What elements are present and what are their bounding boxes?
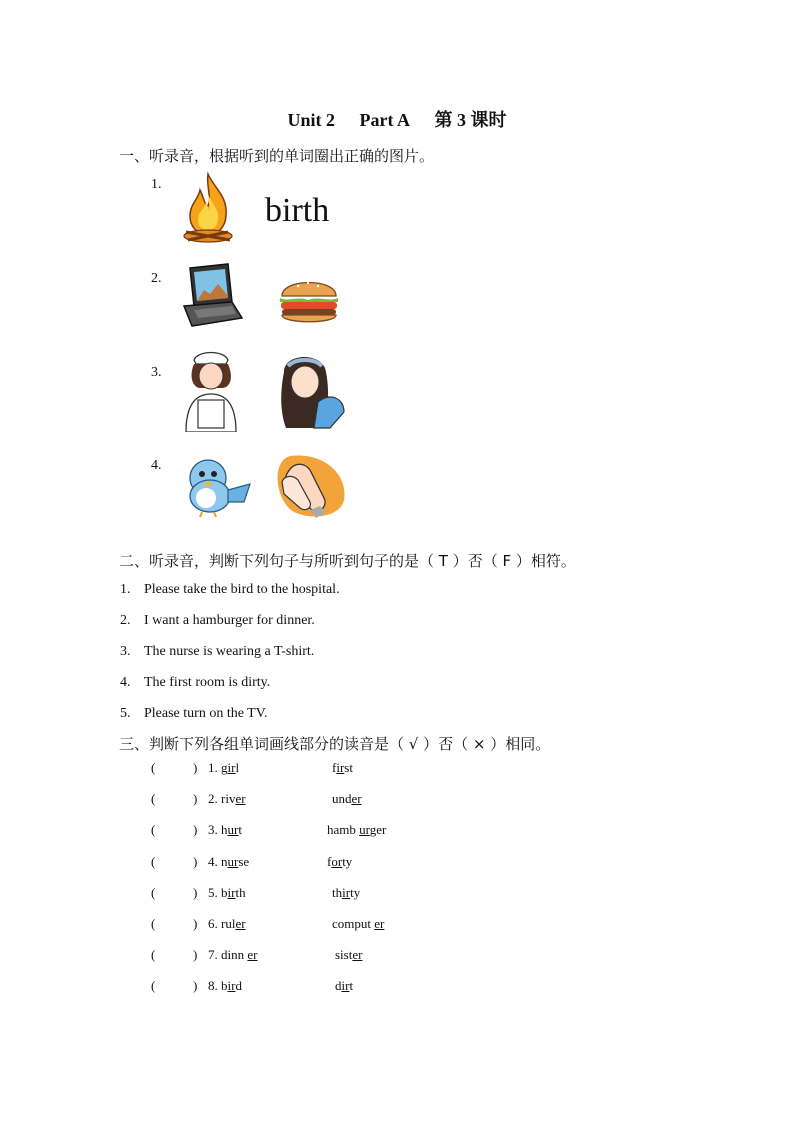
word-part: ty (342, 853, 353, 869)
answer-paren-open[interactable]: ( (151, 853, 156, 869)
sentence-4 (0, 675, 794, 693)
underlined-letters: ir (342, 884, 351, 900)
pronunciation-row[interactable] (151, 978, 551, 996)
word-part: t (349, 978, 354, 994)
sentence-5 (0, 706, 794, 724)
row-number: 3. (208, 822, 221, 838)
answer-paren-close[interactable]: ) (193, 947, 198, 963)
underlined-letters: ir (227, 884, 236, 900)
title-part: Part A (359, 110, 410, 130)
word-b (332, 916, 384, 931)
page-title (0, 106, 794, 132)
underlined-letters: er (247, 947, 258, 963)
word-b (332, 791, 362, 806)
underlined-letters: er (374, 916, 385, 931)
word-a (221, 916, 246, 931)
item4-number: 4. (151, 458, 162, 473)
underlined-letters: ir (341, 978, 350, 994)
word-a (221, 947, 257, 962)
row-number: 6. (208, 916, 221, 931)
answer-paren-open[interactable]: ( (151, 760, 156, 775)
sentence-text: The nurse is wearing a T-shirt. (144, 644, 315, 659)
word-a (221, 885, 246, 900)
word-b (332, 885, 360, 900)
answer-paren-close[interactable]: ) (193, 760, 198, 775)
row-number: 5. (208, 884, 221, 900)
section2-heading: 二、听录音，判断下列句子与所听到句子的是（ T ）否（ F ）相符。 (119, 552, 576, 570)
word-part: d (235, 978, 242, 994)
pronunciation-row[interactable] (151, 822, 551, 840)
item3-number: 3. (151, 365, 162, 380)
word-part: hamb (327, 822, 360, 838)
answer-paren-open[interactable]: ( (151, 978, 156, 994)
nurse-image[interactable] (180, 348, 242, 432)
word-b (335, 978, 353, 993)
sentence-text: I want a hamburger for dinner. (144, 613, 315, 628)
row-number: 8. (208, 978, 221, 994)
answer-paren-close[interactable]: ) (193, 822, 198, 838)
word-a (221, 791, 246, 806)
answer-paren-close[interactable]: ) (193, 916, 198, 931)
pronunciation-row[interactable] (151, 947, 551, 965)
word-part: dinn (221, 947, 248, 963)
sentence-1 (0, 582, 794, 600)
answer-paren-open[interactable]: ( (151, 947, 156, 963)
underlined-letters: er (352, 947, 363, 963)
answer-paren-open[interactable]: ( (151, 791, 156, 807)
word-part: ty (350, 884, 361, 900)
word-part: h (221, 822, 228, 838)
row-number: 1. (208, 760, 221, 775)
fire-image[interactable] (178, 170, 238, 246)
word-part: l (235, 760, 240, 775)
girl-image[interactable] (274, 352, 346, 430)
underlined-letters: ur (359, 822, 370, 838)
sentence-text: Please take the bird to the hospital. (144, 582, 340, 597)
underlined-letters: er (235, 916, 246, 931)
word-part: ger (369, 822, 387, 838)
underlined-letters: ir (336, 760, 345, 775)
pronunciation-row[interactable] (151, 760, 551, 778)
pronunciation-row[interactable] (151, 791, 551, 809)
item1-number: 1. (151, 177, 162, 192)
section3-heading: 三、判断下列各组单词画线部分的读音是（ √ ）否（ × ）相同。 (119, 735, 551, 753)
word-part: comput (332, 916, 375, 931)
word-part: st (344, 760, 353, 775)
word-part: n (221, 853, 228, 869)
bird-image[interactable] (184, 456, 254, 518)
item1-word: birth (265, 192, 330, 229)
section1-heading: 一、听录音，根据听到的单词圈出正确的图片。 (119, 147, 435, 165)
sentence-2 (0, 613, 794, 631)
word-part: f (327, 853, 332, 869)
word-part: sist (335, 947, 353, 963)
word-part: g (221, 760, 228, 775)
sentence-text: Please turn on the TV. (144, 706, 268, 721)
answer-paren-open[interactable]: ( (151, 916, 156, 931)
pronunciation-row[interactable] (151, 916, 551, 934)
sentence-number: 2. (120, 613, 131, 628)
word-b (327, 822, 386, 837)
answer-paren-close[interactable]: ) (193, 791, 198, 807)
sentence-number: 1. (120, 582, 131, 597)
row-number: 7. (208, 947, 221, 963)
laptop-image[interactable] (180, 262, 244, 328)
word-part: und (332, 791, 352, 807)
word-part: f (332, 760, 337, 775)
underlined-letters: ur (227, 853, 239, 869)
underlined-letters: ur (227, 822, 239, 838)
word-a (221, 760, 239, 775)
word-part: riv (221, 791, 236, 807)
sentence-text: The first room is dirty. (144, 675, 271, 690)
underlined-letters: ir (227, 760, 236, 775)
answer-paren-open[interactable]: ( (151, 884, 156, 900)
underlined-letters: ir (227, 978, 236, 994)
pronunciation-row[interactable] (151, 885, 551, 903)
word-b (332, 760, 353, 775)
word-part: th (332, 884, 343, 900)
sentence-number: 4. (120, 675, 131, 690)
word-a (221, 978, 242, 993)
answer-paren-open[interactable]: ( (151, 822, 156, 838)
item2-number: 2. (151, 271, 162, 286)
title-lesson: 第 3 课时 (434, 110, 507, 130)
word-part: t (238, 822, 242, 838)
row-number: 2. (208, 791, 221, 807)
word-part: b (221, 884, 228, 900)
hamburger-image[interactable] (278, 272, 340, 326)
answer-paren-close[interactable]: ) (193, 978, 198, 994)
word-part: d (335, 978, 342, 994)
word-part: th (235, 884, 246, 900)
sentence-number: 3. (120, 644, 131, 659)
word-b (327, 854, 352, 869)
sentence-number: 5. (120, 706, 131, 721)
underlined-letters: er (351, 791, 362, 807)
word-part: b (221, 978, 228, 994)
word-part: se (238, 853, 250, 869)
clapping-hands-image[interactable] (270, 452, 346, 518)
answer-paren-close[interactable]: ) (193, 853, 198, 869)
title-unit: Unit 2 (287, 110, 336, 130)
underlined-letters: er (235, 791, 246, 807)
word-b (335, 947, 362, 962)
row-number: 4. (208, 853, 221, 869)
word-a (221, 854, 249, 869)
pronunciation-row[interactable] (151, 854, 551, 872)
underlined-letters: or (331, 853, 343, 869)
sentence-3 (0, 644, 794, 662)
word-part: rul (221, 916, 236, 931)
answer-paren-close[interactable]: ) (193, 884, 198, 900)
word-a (221, 822, 242, 837)
